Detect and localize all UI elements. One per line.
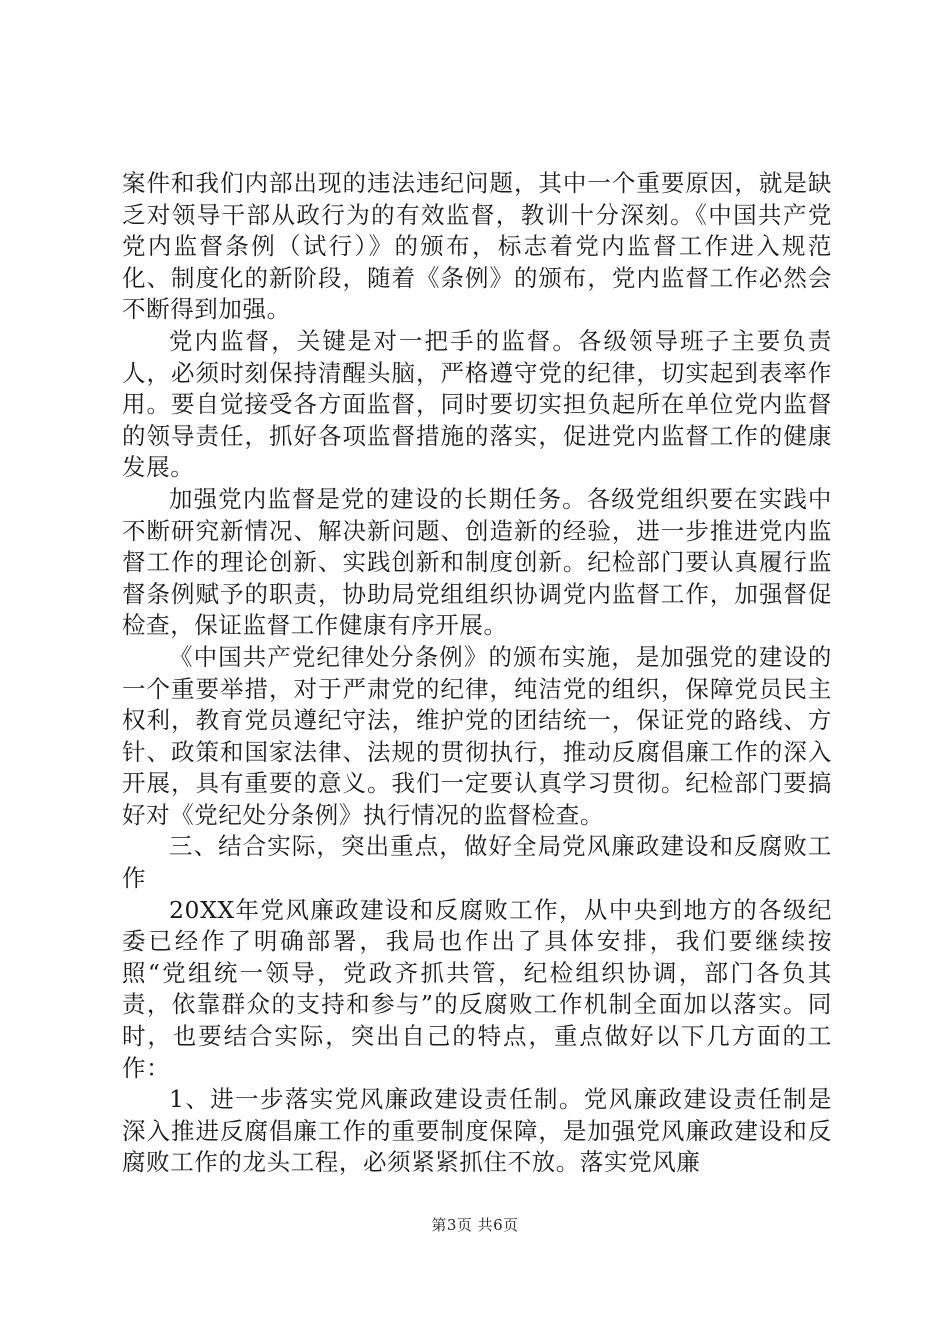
paragraph-2: 党内监督，关键是对一把手的监督。各级领导班子主要负责人，必须时刻保持清醒头脑，严格遵守党的纪律，切实起到表率作用。要自觉接受各方面监督，同时要切实担负起所在单位党内监督的领导责任，抓好各项监督措施的落实，促进党内监督工作的健康发展。 xyxy=(122,326,832,482)
page-footer xyxy=(0,1214,950,1235)
paragraph-6: 1、进一步落实党风廉政建设责任制。党风廉政建设责任制是深入推进反腐倡廉工作的重要制度保障，是加强党风廉政建设和反腐败工作的龙头工程，必须紧紧抓住不放。落实党风廉 xyxy=(122,1085,832,1177)
section-heading-3: 三、结合实际，突出重点，做好全局党风廉政建设和反腐败工作 xyxy=(122,832,832,893)
paragraph-1: 案件和我们内部出现的违法违纪问题，其中一个重要原因，就是缺乏对领导干部从政行为的有效监督，教训十分深刻。《中国共产党党内监督条例（试行）》的颁布，标志着党内监督工作进入规范化、制度化的新阶段，随着《条例》的颁布，党内监督工作必然会不断得到加强。 xyxy=(122,169,832,324)
document-body xyxy=(122,168,832,1179)
page-number: 第3页 共6页 xyxy=(431,1216,519,1234)
paragraph-3: 加强党内监督是党的建设的长期任务。各级党组织要在实践中不断研究新情况、解决新问题、创造新的经验，进一步推进党内监督工作的理论创新、实践创新和制度创新。纪检部门要认真履行监督条例赋予的职责，协助局党组组织协调党内监督工作，加强督促检查，保证监督工作健康有序开展。 xyxy=(122,484,832,640)
paragraph-4: 《中国共产党纪律处分条例》的颁布实施，是加强党的建设的一个重要举措，对于严肃党的纪律，纯洁党的组织，保障党员民主权利，教育党员遵纪守法，维护党的团结统一，保证党的路线、方针、政策和国家法律、法规的贯彻执行，推动反腐倡廉工作的深入开展，具有重要的意义。我们一定要认真学习贯彻。纪检部门要搞好对《党纪处分条例》执行情况的监督检查。 xyxy=(122,642,832,829)
paragraph-5: 20XX年党风廉政建设和反腐败工作，从中央到地方的各级纪委已经作了明确部署，我局也作出了具体安排，我们要继续按照“党组统一领导，党政齐抓共管，纪检组织协调，部门各负其责，依靠群众的支持和参与”的反腐败工作机制全面加以落实。同时，也要结合实际，突出自己的特点，重点做好以下几方面的工作： xyxy=(122,895,832,1082)
